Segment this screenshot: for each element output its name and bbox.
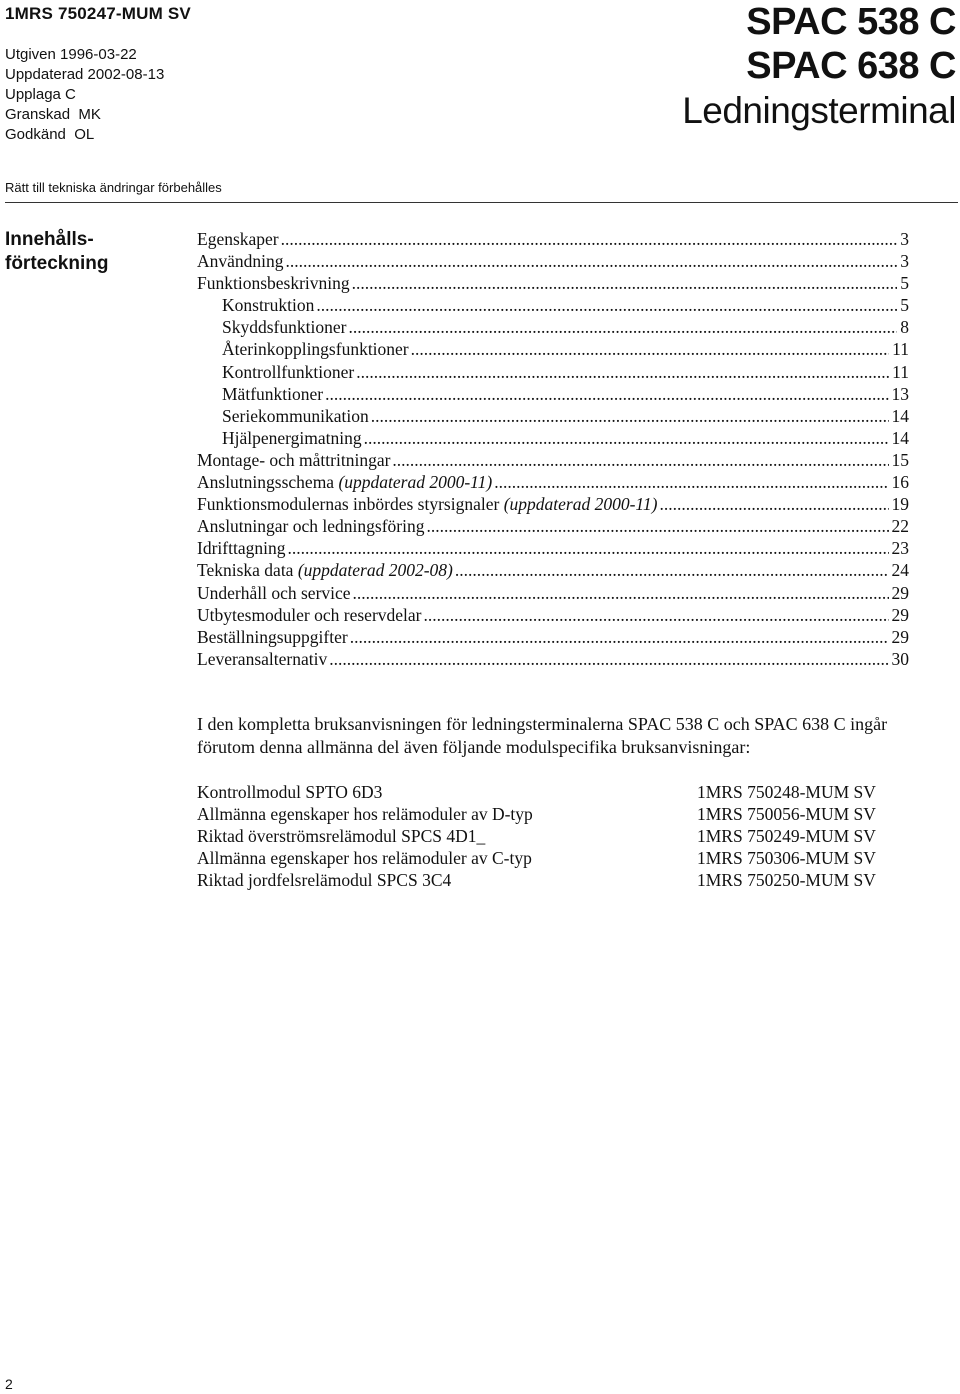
manual-code: 1MRS 750056-MUM SV <box>697 804 876 825</box>
toc-dot-leader <box>350 626 889 648</box>
toc-entry-page: 30 <box>891 648 909 669</box>
toc-entry-label: Idrifttagning <box>197 538 286 559</box>
toc-entry-label: Kontrollfunktioner <box>222 361 355 382</box>
manual-code: 1MRS 750248-MUM SV <box>697 782 876 802</box>
toc-entry-label: Egenskaper <box>197 229 279 249</box>
toc-entry-title <box>197 250 284 272</box>
toc-dot-leader <box>371 405 889 427</box>
toc-entry-page: 3 <box>900 251 909 272</box>
toc-entry-title <box>197 537 285 559</box>
toc-entry[interactable] <box>197 383 909 405</box>
document-id: 1MRS 750247-MUM SV <box>5 4 191 23</box>
toc-dot-leader <box>494 471 888 493</box>
toc-entry-page: 15 <box>891 449 909 470</box>
toc-entry-title <box>197 272 350 294</box>
toc-entry-page: 29 <box>891 626 909 647</box>
toc-entry-page: 8 <box>900 317 909 338</box>
toc-entry[interactable] <box>197 405 909 427</box>
toc-entry-title <box>197 559 453 581</box>
toc-entry[interactable] <box>197 648 909 670</box>
toc-entry-label: Hjälpenergimatning <box>222 427 362 448</box>
manual-row <box>197 803 917 825</box>
toc-entry-title <box>197 471 492 493</box>
toc-entry-label: Återinkopplingsfunktioner <box>222 339 409 360</box>
toc-entry[interactable] <box>197 537 909 559</box>
toc-entry-title <box>197 493 657 515</box>
toc-entry[interactable] <box>197 604 909 626</box>
toc-entry-title <box>197 604 422 626</box>
toc-entry-label: Mätfunktioner <box>222 383 324 404</box>
title-product-2: SPAC 638 C <box>746 45 956 87</box>
toc-entry-update-note: (uppdaterad 2000-11) <box>503 494 658 515</box>
toc-entry-title <box>222 405 369 427</box>
toc-entry-label: Montage- och måttritningar <box>197 449 391 470</box>
toc-entry[interactable] <box>197 228 909 250</box>
meta-edition: Upplaga C <box>5 86 76 103</box>
toc-entry[interactable] <box>197 361 909 383</box>
toc-entry-title <box>197 449 390 471</box>
toc-heading-line2: förteckning <box>5 253 109 274</box>
toc-entry-label: Underhåll och service <box>197 582 351 603</box>
toc-entry-label: Seriekommunikation <box>222 405 369 426</box>
toc-entry-label: Anslutningar och ledningsföring <box>197 516 425 537</box>
toc-dot-leader <box>392 449 888 471</box>
toc-entry[interactable] <box>197 449 909 471</box>
toc-entry-update-note: (uppdaterad 2000-11) <box>338 472 493 493</box>
table-of-contents <box>197 228 909 670</box>
toc-entry-label: Konstruktion <box>222 295 315 316</box>
manual-row <box>197 847 917 869</box>
title-product-1: SPAC 538 C <box>746 1 956 43</box>
intro-paragraph: I den kompletta bruksanvisningen för ledningsterminalerna SPAC 538 C och SPAC 638 C ingår förutom denna allmänna del även följande modulspecifika bruksanvisningar: <box>197 714 888 757</box>
document-meta <box>5 45 164 145</box>
toc-entry-page: 11 <box>892 361 909 382</box>
toc-entry-label: Tekniska data <box>197 560 298 581</box>
toc-entry-title <box>197 515 424 537</box>
toc-dot-leader <box>424 604 889 626</box>
toc-entry-title <box>197 626 348 648</box>
toc-entry-page: 22 <box>891 516 909 537</box>
toc-entry-update-note: (uppdaterad 2002-08) <box>297 560 453 581</box>
toc-entry-page: 5 <box>900 295 909 316</box>
page-number: 2 <box>5 1376 13 1392</box>
toc-entry[interactable] <box>197 272 909 294</box>
toc-entry-title <box>222 294 314 316</box>
manual-list <box>197 781 917 891</box>
toc-entry[interactable] <box>197 493 909 515</box>
manual-code: 1MRS 750250-MUM SV <box>697 870 876 891</box>
meta-updated: Uppdaterad 2002-08-13 <box>5 66 165 83</box>
toc-entry[interactable] <box>197 294 909 316</box>
document-title <box>682 0 956 134</box>
toc-entry-title <box>222 316 346 338</box>
toc-entry-page: 5 <box>900 273 909 294</box>
toc-entry-page: 13 <box>891 383 909 404</box>
toc-entry-page: 29 <box>891 604 909 625</box>
toc-entry-title <box>222 338 409 360</box>
manual-row <box>197 825 917 847</box>
toc-dot-leader <box>364 427 889 449</box>
toc-entry[interactable] <box>197 316 909 338</box>
toc-entry[interactable] <box>197 338 909 360</box>
manual-code: 1MRS 750249-MUM SV <box>697 826 876 847</box>
toc-dot-leader <box>286 250 898 272</box>
toc-entry-label: Skyddsfunktioner <box>222 317 347 338</box>
toc-dot-leader <box>325 383 888 405</box>
toc-heading-line1: Innehålls- <box>5 229 94 250</box>
toc-entry-title <box>197 648 327 670</box>
toc-entry[interactable] <box>197 626 909 648</box>
toc-dot-leader <box>287 537 888 559</box>
toc-dot-leader <box>455 559 889 581</box>
toc-entry-label: Funktionsbeskrivning <box>197 273 350 294</box>
manual-row <box>197 869 917 891</box>
toc-entry-label: Funktionsmodulernas inbördes styrsignaler <box>197 494 504 515</box>
toc-entry[interactable] <box>197 471 909 493</box>
toc-entry-page: 3 <box>900 229 909 249</box>
toc-dot-leader <box>352 272 898 294</box>
toc-dot-leader <box>411 338 890 360</box>
toc-dot-leader <box>348 316 897 338</box>
manual-code: 1MRS 750306-MUM SV <box>697 848 876 869</box>
manual-title: Kontrollmodul SPTO 6D3 <box>197 782 383 802</box>
toc-entry-title <box>197 582 351 604</box>
toc-entry-label: Användning <box>197 251 284 272</box>
toc-entry-label: Beställningsuppgifter <box>197 626 348 647</box>
toc-entry-title <box>222 361 354 383</box>
toc-dot-leader <box>353 582 889 604</box>
toc-entry-title <box>197 228 279 250</box>
toc-dot-leader <box>659 493 888 515</box>
toc-dot-leader <box>329 648 888 670</box>
toc-entry[interactable] <box>197 559 909 581</box>
manual-row <box>197 781 917 803</box>
toc-heading <box>5 228 108 276</box>
toc-dot-leader <box>426 515 888 537</box>
meta-issued: Utgiven 1996-03-22 <box>5 46 137 63</box>
toc-entry-page: 29 <box>891 582 909 603</box>
toc-entry-title <box>222 383 323 405</box>
toc-entry[interactable] <box>197 250 909 272</box>
manual-title: Riktad överströmsrelämodul SPCS 4D1_ <box>197 826 486 847</box>
toc-entry[interactable] <box>197 427 909 449</box>
toc-entry-page: 19 <box>891 494 909 515</box>
toc-entry-page: 14 <box>891 405 909 426</box>
header-divider <box>5 202 958 203</box>
toc-entry-label: Leveransalternativ <box>197 648 328 669</box>
manual-title: Allmänna egenskaper hos relämoduler av C-typ <box>197 848 532 869</box>
meta-reviewed: Granskad MK <box>5 106 101 123</box>
toc-dot-leader <box>281 228 898 250</box>
toc-entry[interactable] <box>197 515 909 537</box>
toc-entry[interactable] <box>197 582 909 604</box>
toc-dot-leader <box>316 294 897 316</box>
toc-entry-page: 24 <box>891 560 909 581</box>
toc-entry-page: 11 <box>892 339 909 360</box>
manual-title: Riktad jordfelsrelämodul SPCS 3C4 <box>197 870 452 891</box>
toc-entry-label: Utbytesmoduler och reservdelar <box>197 604 422 625</box>
toc-entry-page: 16 <box>891 472 909 493</box>
toc-entry-label: Anslutningsschema <box>197 472 339 493</box>
toc-dot-leader <box>356 361 889 383</box>
rights-notice: Rätt till tekniska ändringar förbehålles <box>5 180 222 195</box>
meta-approved: Godkänd OL <box>5 126 95 143</box>
toc-entry-page: 14 <box>891 427 909 448</box>
manual-title: Allmänna egenskaper hos relämoduler av D-typ <box>197 804 533 825</box>
toc-entry-title <box>222 427 362 449</box>
title-subtitle: Ledningsterminal <box>682 90 956 131</box>
toc-entry-page: 23 <box>891 538 909 559</box>
